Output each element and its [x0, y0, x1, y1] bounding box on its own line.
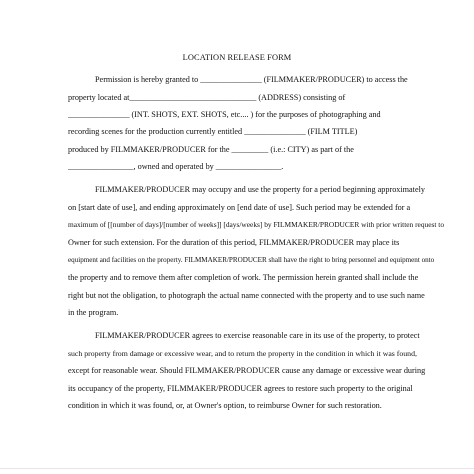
body-line: except for reasonable wear. Should FILMMAKER/PRODUCER cause any damage or excessive wear during — [68, 366, 426, 375]
body-line: such property from damage or excessive wear, and to return the property in the condition in which it was found, — [68, 349, 417, 358]
body-line: on [start date of use], and ending approximately on [end date of use]. Such period may be extended for a — [68, 203, 411, 212]
body-line: FILMMAKER/PRODUCER agrees to exercise reasonable care in its use of the property, to protect — [95, 331, 420, 340]
body-line: recording scenes for the production currently entitled _______________ (FILM TITLE) — [68, 127, 358, 136]
body-line: its occupancy of the property, FILMMAKER/PRODUCER agrees to restore such property to the original — [68, 384, 413, 393]
page-edge-divider — [0, 468, 474, 469]
body-line: maximum of [[number of days]/[number of weeks]] [days/weeks] by FILMMAKER/PRODUCER with prior written request to — [68, 220, 445, 229]
body-line: Owner for such extension. For the duration of this period, FILMMAKER/PRODUCER may place its — [68, 238, 400, 247]
form-title: LOCATION RELEASE FORM — [182, 53, 292, 62]
body-line: Permission is hereby granted to _______________ (FILMMAKER/PRODUCER) to access the — [95, 75, 408, 84]
body-line: in the program. — [68, 308, 119, 317]
body-line: ________________, owned and operated by ________________. — [68, 162, 284, 171]
body-line: condition in which it was found, or, at Owner's option, to reimburse Owner for such restoration. — [68, 401, 382, 410]
body-line: _______________ (INT. SHOTS, EXT. SHOTS, etc.... ) for the purposes of photographing and — [68, 110, 381, 119]
body-line: produced by FILMMAKER/PRODUCER for the _________ (i.e.: CITY) as part of the — [68, 145, 354, 154]
body-line: equipment and facilities on the property. FILMMAKER/PRODUCER shall have the right to bring personnel and equipment onto — [68, 256, 435, 264]
body-line: FILMMAKER/PRODUCER may occupy and use the property for a period beginning approximately — [95, 185, 425, 194]
body-line: property located at_______________________________ (ADDRESS) consisting of — [68, 93, 346, 102]
body-line: the property and to remove them after completion of work. The permission herein granted shall include the — [68, 273, 419, 282]
body-line: right but not the obligation, to photograph the actual name connected with the property and to use such name — [68, 291, 425, 300]
